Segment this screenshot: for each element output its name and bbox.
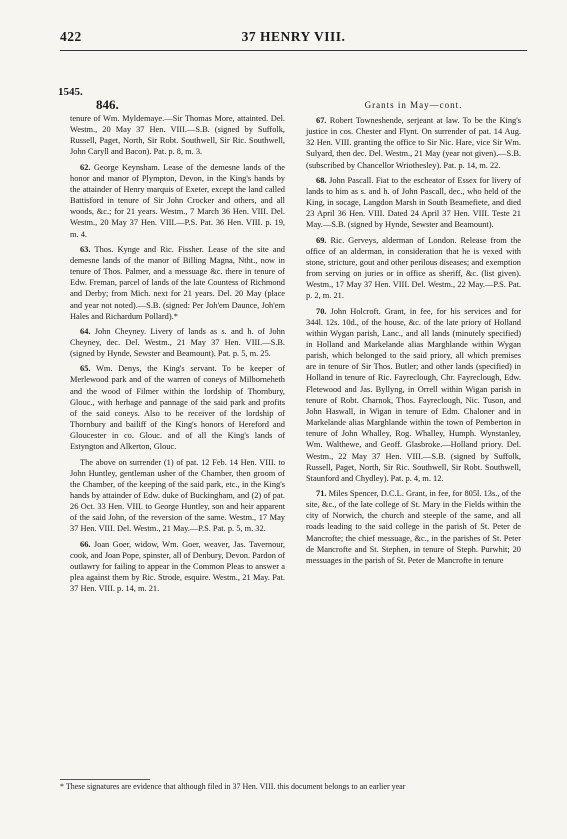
entry-text: tenure of Wm. Myldemaye.—Sir Thomas More, attainted. Del. Westm., 20 May 37 Hen. VIII.—S.B. (signed by Suffolk, Russell, Paget, North, Sir Robt. Southwell, Sir Ric. Southwell, John Caryll and Bacon). Pat. p. 8, m. 3. [70,114,285,157]
entry [306,488,521,566]
header-rule [60,50,527,51]
entry [306,235,521,302]
entry [70,113,285,158]
entry-number: 67. [316,116,327,125]
right-column [306,111,521,566]
footnote: * These signatures are evidence that although filed in 37 Hen. VIII. this document belongs to an earlier year [60,782,406,791]
entry [70,457,285,535]
document-number: 846. [96,97,119,112]
footnote-rule [60,779,150,780]
entry-text: Ric. Gerveys, alderman of London. Release from the office of an alderman, in consideration that he is vexed with stone, stricture, gout and other perilous diseases; and exemption from serving on juries or in office as sheriff, &c. (list given). Westm., 17 May 37 Hen. VIII. Del. Westm., 22 May.—P.S. Pat. p. 2, m. 21. [306,235,521,301]
entry-text: Miles Spencer, D.C.L. Grant, in fee, for 805l. 13s., of the site, &c., of the late college of St. Mary in the Fields within the city of Norwich, the church and steeple of the same, and all roads leading to the said college in the parish of St. Peter de Mancrofte; the chief messuage, &c., in the parishes of St. Peter de Mancrofte and St. Stephen, in tenure of Steph. Purwhit; 20 messuages in the parish of St. Peter de Mancrofte in tenure [306,489,521,565]
running-header [60,29,527,49]
entry-text: Joan Goer, widow, Wm. Goer, weaver, Jas. Tavernour, cook, and Joan Pope, spinster, all of Denbury, Devon. Pardon of outlawry for failing to appear in the Common Pleas to answer a plea against them by Ric. Strode, esquire. Westm., 21 May. Pat. 37 Hen. VIII. p. 14, m. 21. [70,539,285,594]
entry [70,244,285,322]
entry [306,115,521,171]
entry [70,162,285,240]
entry-number: 66. [80,539,91,549]
margin-year: 1545. [58,86,83,98]
page-number: 422 [60,29,82,44]
entry [306,306,521,485]
entry-number: 68. [316,175,327,185]
column-title: Grants in May—cont. [364,100,463,110]
entry-number: 71. [316,489,327,498]
entry-text: Wm. Denys, the King's servant. To be keeper of Merlewood park and of the warren of coneys of Milborneheth and the wood of Filmer within the lordship of Thornbury, Glouc., with herbage and pannage of the said park and profits of the said coneys. Also to be receiver of the lordship of Thornbury and bailiff of the King's honors of Hereford and Gloucester in co. Glouc. and of all the King's lands of Estyngton and Alkerton, Glouc. [70,364,285,452]
entry-text: John Holcroft. Grant, in fee, for his services and for 344l. 12s. 10d., of the house, &c. of the late priory of Holland within Wygan parish, Lanc., and all lands (minutely specified) in Holland and Markelande alias Marghlande within Wygan parish, which belonged to the said priory, all which premises are in tenure of Sir Thos. Butler; and other lands (specified) in Holland in tenure of Ric. Fayreclough, Chr. Fayreclough, Edw. Fletewood and Jas. Byllyng, in Orrell within Wigan parish in tenure of Robt. Charnok, Thos. Fayreclough, Nic. Tuson, and John Haswall, in Wigan in tenure of Edm. Chaloner and in Markelande alias Marghlande within the town of Pemberton in tenure of John Whalley, Rog. Whalley, Humph. Wynstanley, Wm. Walthewe, and Geoff. Glasbroke.—Holland priory. Del. Westm., 22 May 37 Hen. VIII.—S.B. (signed by Suffolk, Russell, Paget, North, Sir Ric. Southwell, Sir Robt. Southwell, Staunford and Chydley). Pat. p. 4, m. 12. [306,306,521,483]
entry-text: The above on surrender (1) of pat. 12 Feb. 14 Hen. VIII. to John Huntley, gentleman usher of the Chamber, then groom of the Chamber, of the keeping of the said park, etc., in the King's hands by attainder of Edw. duke of Buckingham, and (2) of pat. 26 Oct. 33 Hen. VIII. to George Huntley, son and heir apparent of the said John, of the reversion of the same. Westm., 17 May 37 Hen. VIII. Del. Westm., 21 May.—P.S. Pat. p. 5, m. 32. [70,457,285,534]
entry-number: 70. [316,306,327,316]
entry-number: 65. [80,364,91,374]
entry-text: John Cheyney. Livery of lands as s. and h. of John Cheyney, dec. Del. Westm., 21 May 37 Hen. VIII.—S.B. (signed by Hynde, Sewster and Beamount). Pat. p. 5, m. 25. [70,326,285,359]
entry-text: Thos. Kynge and Ric. Fissher. Lease of the site and demesne lands of the manor of Billing Magna, Ntht., now in tenure of Thos. Palmer, and a messuage &c. there in tenure of Edw. Freman, parcel of lands of the late Countess of Richmond and Derby; from Mich. next for 21 years. Del. 20 May (place and year not noted).—S.B. (signed: Per Joh'em Daunce, Joh'em Hales and Richardum Pollard).* [70,244,285,321]
entry-text: George Keynsham. Lease of the demesne lands of the honor and manor of Plympton, Devon, in the King's hands by the attainder of Henry marquis of Exeter, except the land called Battisford in tenure of Sir John Crocker and others, and all woods, &c.; for 21 years. Westm., 7 March 36 Hen. VIII. Del. Westm., 20 May 37 Hen. VIII.—P.S. Pat. 36 Hen. VIII. p. 19, m. 4. [70,162,285,239]
entry [70,539,285,595]
entry [306,175,521,231]
left-column [70,98,285,594]
entry-number: 64. [80,326,91,336]
entry-number: 63. [80,244,91,254]
running-title: 37 HENRY VIII. [241,29,346,44]
entry-number: 62. [80,162,91,172]
entry [70,363,285,452]
entry-text: John Pascall. Fiat to the escheator of Essex for livery of lands to him as s. and h. of John Pascall, dec., who held of the King, in socage, Langdon Marsh in South Beamefiete, and died 23 April 36 Hen. VIII. Dated 24 April 37 Hen. VIII. Teste 21 May.—S.B. (signed by Hynde, Sewster and Beamount). [306,175,521,230]
entry [70,326,285,359]
entry-text: Robert Towneshende, serjeant at law. To be the King's justice in cos. Chester and Flynt. On surrender of pat. 14 Aug. 32 Hen. VIII. granting the office to Sir Nic. Hare, vice Sir Wm. Sulyard, then dec. Del. Westm., 21 May (year not given).—S.B. (subscribed by Chancellor Wriothesley). Pat. p. 14, m. 22. [306,116,521,170]
entry-number: 69. [316,235,327,245]
